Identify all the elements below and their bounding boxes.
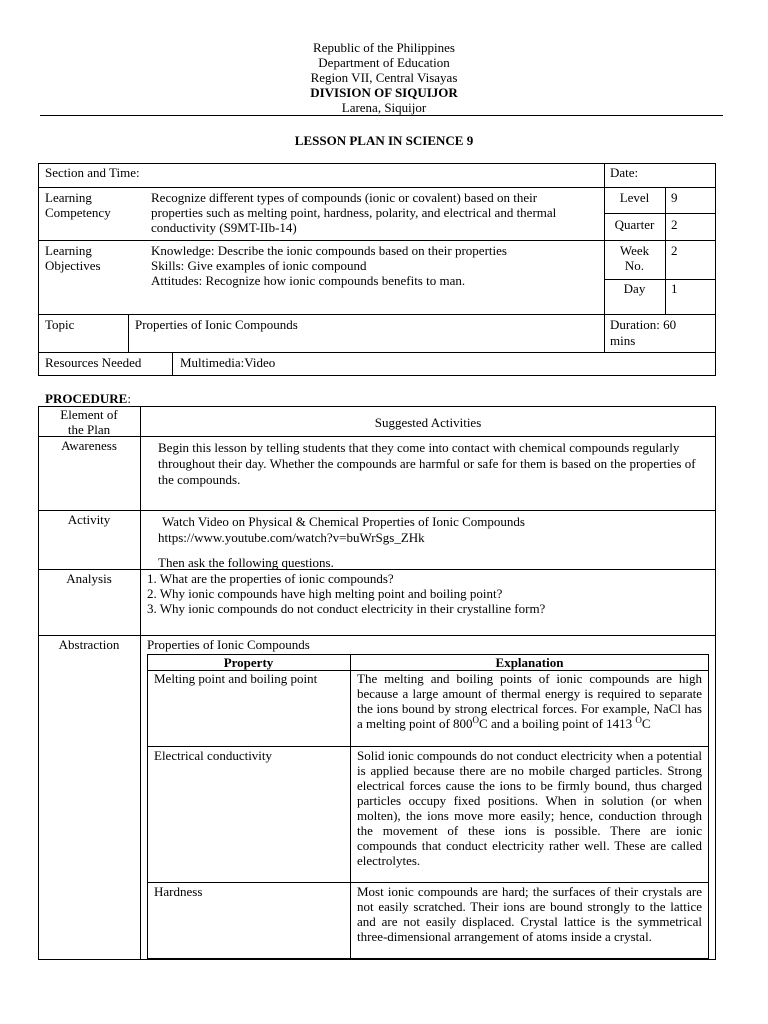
activity-line3: Then ask the following questions. <box>158 555 334 570</box>
objectives-label-1: Learning <box>45 243 92 258</box>
objective-knowledge: Knowledge: Describe the ionic compounds based on their properties <box>151 243 507 258</box>
week-label-2: No. <box>624 258 645 273</box>
analysis-q1: 1. What are the properties of ionic compounds? <box>147 571 394 586</box>
analysis-q2: 2. Why ionic compounds have high melting point and boiling point? <box>147 586 503 601</box>
resources-label: Resources Needed <box>45 355 142 370</box>
property-electrical-conductivity: Electrical conductivity <box>154 748 273 763</box>
header-rule <box>40 115 723 116</box>
explanation-column-header: Explanation <box>495 655 564 670</box>
element-header-2: the Plan <box>67 422 111 437</box>
level-value: 9 <box>671 190 678 205</box>
topic-value: Properties of Ionic Compounds <box>135 317 298 332</box>
date-label: Date: <box>610 165 639 180</box>
competency-label-1: Learning <box>45 190 92 205</box>
week-value: 2 <box>671 243 678 258</box>
abstraction-title: Properties of Ionic Compounds <box>147 637 310 652</box>
objective-skills: Skills: Give examples of ionic compound <box>151 258 367 273</box>
element-header-1: Element of <box>60 407 118 422</box>
header-location: Larena, Siquijor <box>341 100 427 115</box>
explanation-hardness: Most ionic compounds are hard; the surfaces of their crystals are not easily scratched. Their ions are bound strongly to the lattice and are not easily displaced. Crystal lattice is the symmetrical three-dimensional arrangement of atoms inside a crystal. <box>357 884 702 944</box>
week-label-1: Week <box>619 243 650 258</box>
quarter-label: Quarter <box>614 217 655 232</box>
activity-url[interactable]: https://www.youtube.com/watch?v=buWrSgs_ZHk <box>158 530 425 545</box>
analysis-label: Analysis <box>66 571 112 586</box>
section-time-label: Section and Time: <box>45 165 140 180</box>
duration-line2: mins <box>610 333 636 348</box>
topic-label: Topic <box>45 317 75 332</box>
property-column-header: Property <box>223 655 274 670</box>
competency-label-2: Competency <box>45 205 111 220</box>
property-hardness: Hardness <box>154 884 203 899</box>
explanation-melting-boiling: The melting and boiling points of ionic compounds are high because a large amount of thermal energy is required to separate the ions bound by strong electrical forces. For example, NaCl has a melting point of $800^OC$ and a boiling point of 1413 $^O$C <box>357 671 702 731</box>
objective-attitudes: Attitudes: Recognize how ionic compounds benefits to man. <box>151 273 466 288</box>
header-division: DIVISION OF SIQUIJOR <box>310 85 458 100</box>
competency-text: Recognize different types of compounds (ionic or covalent) based on their properties such as melting point, hardness, polarity, and electrical and thermal conductivity (S9MT-IIb-14) <box>151 190 557 235</box>
header-department: Department of Education <box>318 55 450 70</box>
level-label: Level <box>619 190 650 205</box>
abstraction-label: Abstraction <box>58 637 120 652</box>
activities-header: Suggested Activities <box>374 415 482 430</box>
header-republic: Republic of the Philippines <box>313 40 455 55</box>
duration-line1: Duration: 60 <box>610 317 677 332</box>
objectives-label-2: Objectives <box>45 258 101 273</box>
procedure-heading: PROCEDURE: <box>45 391 131 406</box>
activity-label: Activity <box>67 512 111 527</box>
page-title: LESSON PLAN IN SCIENCE 9 <box>294 133 474 148</box>
quarter-value: 2 <box>671 217 678 232</box>
document-header <box>0 40 768 115</box>
analysis-q3: 3. Why ionic compounds do not conduct electricity in their crystalline form? <box>147 601 546 616</box>
resources-value: Multimedia:Video <box>180 355 276 370</box>
header-region: Region VII, Central Visayas <box>310 70 458 85</box>
property-melting-boiling: Melting point and boiling point <box>154 671 318 686</box>
awareness-label: Awareness <box>61 438 117 453</box>
awareness-text: Begin this lesson by telling students that they come into contact with chemical compounds regularly throughout their day. Whether the compounds are harmful or safe for them is based on the properties of the compounds. <box>158 440 696 487</box>
activity-line1: Watch Video on Physical & Chemical Properties of Ionic Compounds <box>162 514 525 529</box>
day-label: Day <box>623 281 646 296</box>
day-value: 1 <box>671 281 678 296</box>
explanation-electrical-conductivity: Solid ionic compounds do not conduct electricity when a potential is applied because there are no mobile charged particles. Strong electrical forces cause the ions to be firmly bound, thus charged particles occupy fixed positions. When in solution (or when molten), the ions move more easily; hence, conduction through the movement of these ions is possible. There are ionic compounds that conduct electricity rather well. These are called electrolytes. <box>357 748 702 868</box>
